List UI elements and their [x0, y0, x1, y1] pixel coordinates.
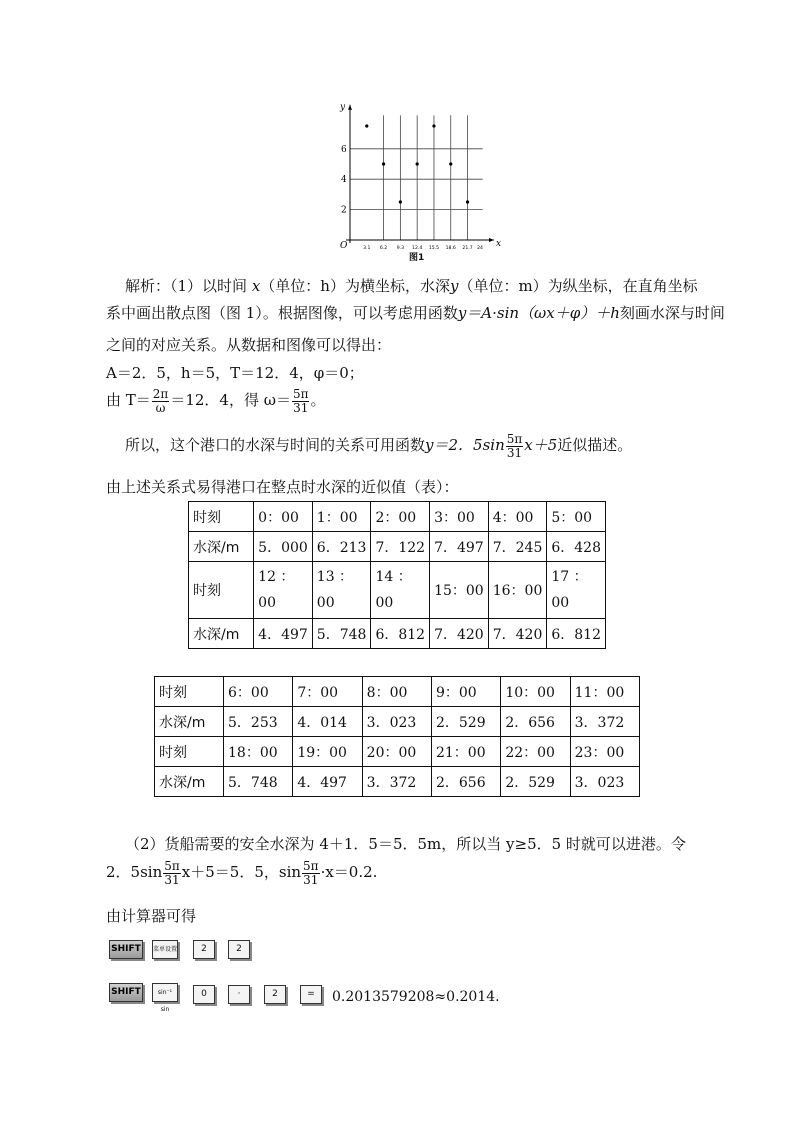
table-cell: 16：00	[488, 562, 547, 619]
table-cell: 18：00	[224, 737, 293, 767]
numerator: 5π	[292, 386, 309, 401]
denominator: 31	[293, 400, 309, 415]
table-cell: 12 ：00	[254, 562, 313, 619]
tick-labels	[339, 102, 501, 251]
table-cell: 2：00	[371, 502, 430, 532]
analysis-line-2	[106, 303, 725, 323]
x-axis-arrow	[489, 238, 494, 242]
y-tick-label: 6	[341, 144, 347, 155]
analysis-line-1	[125, 276, 698, 296]
numerator: 5π	[303, 858, 319, 873]
denominator: ω	[155, 400, 166, 415]
shift-key: SHIFT	[109, 940, 143, 959]
text: 所以，这个港口的水深与时间的关系可用函数	[125, 436, 426, 454]
table-cell: 5．000	[254, 532, 313, 562]
numerator: 5π	[506, 431, 523, 446]
table-cell: 5：00	[547, 502, 606, 532]
table-cell: 15：00	[430, 562, 489, 619]
table-cell: 22：00	[501, 737, 570, 767]
table-cell: 2．529	[501, 767, 570, 797]
calculator-intro: 由计算器可得	[106, 907, 197, 925]
numerator: 2π	[152, 386, 169, 401]
x-tick-label: 6.2	[379, 246, 388, 251]
table-row	[155, 677, 640, 707]
params-line: A＝2．5，h＝5，T＝12．4，φ＝0；	[106, 364, 364, 382]
table-cell: 7．122	[371, 532, 430, 562]
table-cell: 2．656	[501, 707, 570, 737]
data-point	[432, 124, 435, 127]
table-cell: 23：00	[570, 737, 639, 767]
table-cell: 3：00	[430, 502, 489, 532]
shift-key: SHIFT	[109, 983, 143, 1002]
part2-line-2	[106, 856, 377, 888]
data-point	[449, 162, 452, 165]
text: 2．5sin	[106, 863, 163, 881]
decimal-point-key: ·	[228, 985, 250, 1004]
x-tick-label: 24	[477, 246, 483, 251]
table-cell: 6．812	[547, 619, 606, 649]
table-cell: 4．497	[254, 619, 313, 649]
fraction	[152, 388, 170, 415]
table-cell: 7：00	[293, 677, 362, 707]
y-axis-label: y	[340, 102, 346, 113]
table-cell: 3．023	[362, 707, 431, 737]
table-cell: 3．372	[362, 767, 431, 797]
table-cell: 21：00	[431, 737, 500, 767]
table-row	[155, 767, 640, 797]
equals-key: =	[300, 985, 322, 1004]
text: 解析：（1）以时间	[125, 277, 248, 295]
x-tick-label: 18.6	[445, 246, 456, 251]
data-point	[466, 200, 469, 203]
table-cell: 0：00	[254, 502, 313, 532]
menu-setup-key: 菜单设置	[152, 940, 178, 959]
table-cell: 水深/m	[155, 767, 224, 797]
text: ＝12．4，得 ω＝	[170, 391, 291, 409]
table-cell: 5．253	[224, 707, 293, 737]
fraction	[506, 433, 524, 460]
text: 。	[310, 391, 326, 409]
digit-key: 2	[193, 940, 215, 959]
scatter-plot	[330, 96, 500, 266]
table-cell: 19：00	[293, 737, 362, 767]
table-row	[189, 619, 606, 649]
table-cell: 4．014	[293, 707, 362, 737]
part2-line-1: （2）货船需要的安全水深为 4＋1．5＝5．5m，所以当 y≥5．5 时就可以进港。令	[125, 835, 686, 853]
numerator: 5π	[164, 858, 180, 873]
text: ·x＝0.2.	[320, 863, 378, 881]
table-cell: 4：00	[488, 502, 547, 532]
fraction	[292, 388, 310, 415]
x-tick-label: 21.7	[462, 246, 473, 251]
table-row	[155, 737, 640, 767]
calculator-result: 0.2013579208≈0.2014.	[332, 989, 500, 1005]
table-cell: 5．748	[224, 767, 293, 797]
table-cell: 时刻	[155, 677, 224, 707]
table-cell: 7．497	[430, 532, 489, 562]
table-row	[189, 502, 606, 532]
plot-grid	[350, 115, 483, 240]
table-cell: 2．656	[431, 767, 500, 797]
table-cell: 6．812	[371, 619, 430, 649]
table-row	[189, 532, 606, 562]
analysis-line-3: 之间的对应关系。从数据和图像可以得出：	[106, 336, 392, 354]
x-tick-label: 9.3	[396, 246, 405, 251]
denominator: 31	[506, 445, 523, 460]
table-cell: 8：00	[362, 677, 431, 707]
arcsin-key: sin⁻¹ sin	[152, 983, 178, 1002]
table-cell: 6：00	[224, 677, 293, 707]
formula: y＝2．5sin	[425, 436, 505, 454]
table-cell: 6．428	[547, 532, 606, 562]
digit-key: 2	[228, 940, 250, 959]
x-tick-label: 3.1	[363, 246, 371, 251]
fraction	[163, 860, 181, 887]
text: 刻画水深与时间	[619, 304, 725, 322]
table-cell: 1：00	[312, 502, 371, 532]
fraction	[302, 860, 320, 887]
table-cell: 9：00	[431, 677, 500, 707]
table-cell: 3．023	[570, 767, 639, 797]
y-tick-label: 4	[341, 175, 347, 186]
digit-key: 0	[193, 985, 215, 1004]
text: （单位：h）为横坐标，水深	[260, 277, 450, 295]
table-cell: 17 ：00	[547, 562, 606, 619]
period-line	[106, 385, 326, 415]
text: （单位：m）为纵坐标，在直角坐标	[458, 277, 698, 295]
table-cell: 6．213	[312, 532, 371, 562]
table-cell: 3．372	[570, 707, 639, 737]
table-cell: 7．420	[430, 619, 489, 649]
origin-label: O	[340, 241, 348, 251]
table-cell: 时刻	[189, 562, 254, 619]
table-cell: 4．497	[293, 767, 362, 797]
var-y: y	[449, 277, 459, 295]
table-cell: 水深/m	[189, 619, 254, 649]
table-row	[155, 707, 640, 737]
table-cell: 2．529	[431, 707, 500, 737]
denominator: 31	[164, 872, 180, 887]
text: 由 T＝	[106, 391, 151, 409]
table-cell: 5．748	[312, 619, 371, 649]
text: 系中画出散点图（图 1）。根据图像，可以考虑用函数	[106, 304, 458, 322]
table-cell: 20：00	[362, 737, 431, 767]
table-cell: 水深/m	[189, 532, 254, 562]
table-cell: 时刻	[189, 502, 254, 532]
x-tick-label: 12.4	[412, 246, 423, 251]
y-tick-label: 2	[341, 205, 347, 216]
table-cell: 时刻	[155, 737, 224, 767]
denominator: 31	[303, 872, 319, 887]
depth-table-1	[188, 501, 606, 649]
table-row	[189, 562, 606, 619]
data-point	[399, 200, 402, 203]
digit-key: 2	[264, 985, 286, 1004]
table-cell: 10：00	[501, 677, 570, 707]
table-cell: 13 ：00	[312, 562, 371, 619]
depth-table-2	[154, 676, 640, 797]
table-cell: 11：00	[570, 677, 639, 707]
formula: x＋5	[524, 436, 558, 454]
table-intro: 由上述关系式易得港口在整点时水深的近似值（表）：	[106, 478, 459, 496]
conclusion-line	[125, 430, 632, 460]
function-formula: y＝A·sin（ωx＋φ）＋h	[457, 304, 620, 322]
text: 近似描述。	[557, 436, 633, 454]
x-tick-label: 15.5	[428, 246, 440, 251]
data-point	[365, 124, 368, 127]
table-cell: 7．420	[488, 619, 547, 649]
data-point	[416, 162, 419, 165]
y-axis-arrow	[348, 105, 352, 110]
data-point	[382, 162, 385, 165]
table-cell: 14 ：00	[371, 562, 430, 619]
x-axis-label: x	[496, 239, 502, 249]
table-cell: 7．245	[488, 532, 547, 562]
figure-caption: 图1	[409, 253, 425, 263]
text: x＋5＝5．5，sin	[181, 863, 302, 881]
var-x: x	[251, 277, 261, 295]
table-cell: 水深/m	[155, 707, 224, 737]
